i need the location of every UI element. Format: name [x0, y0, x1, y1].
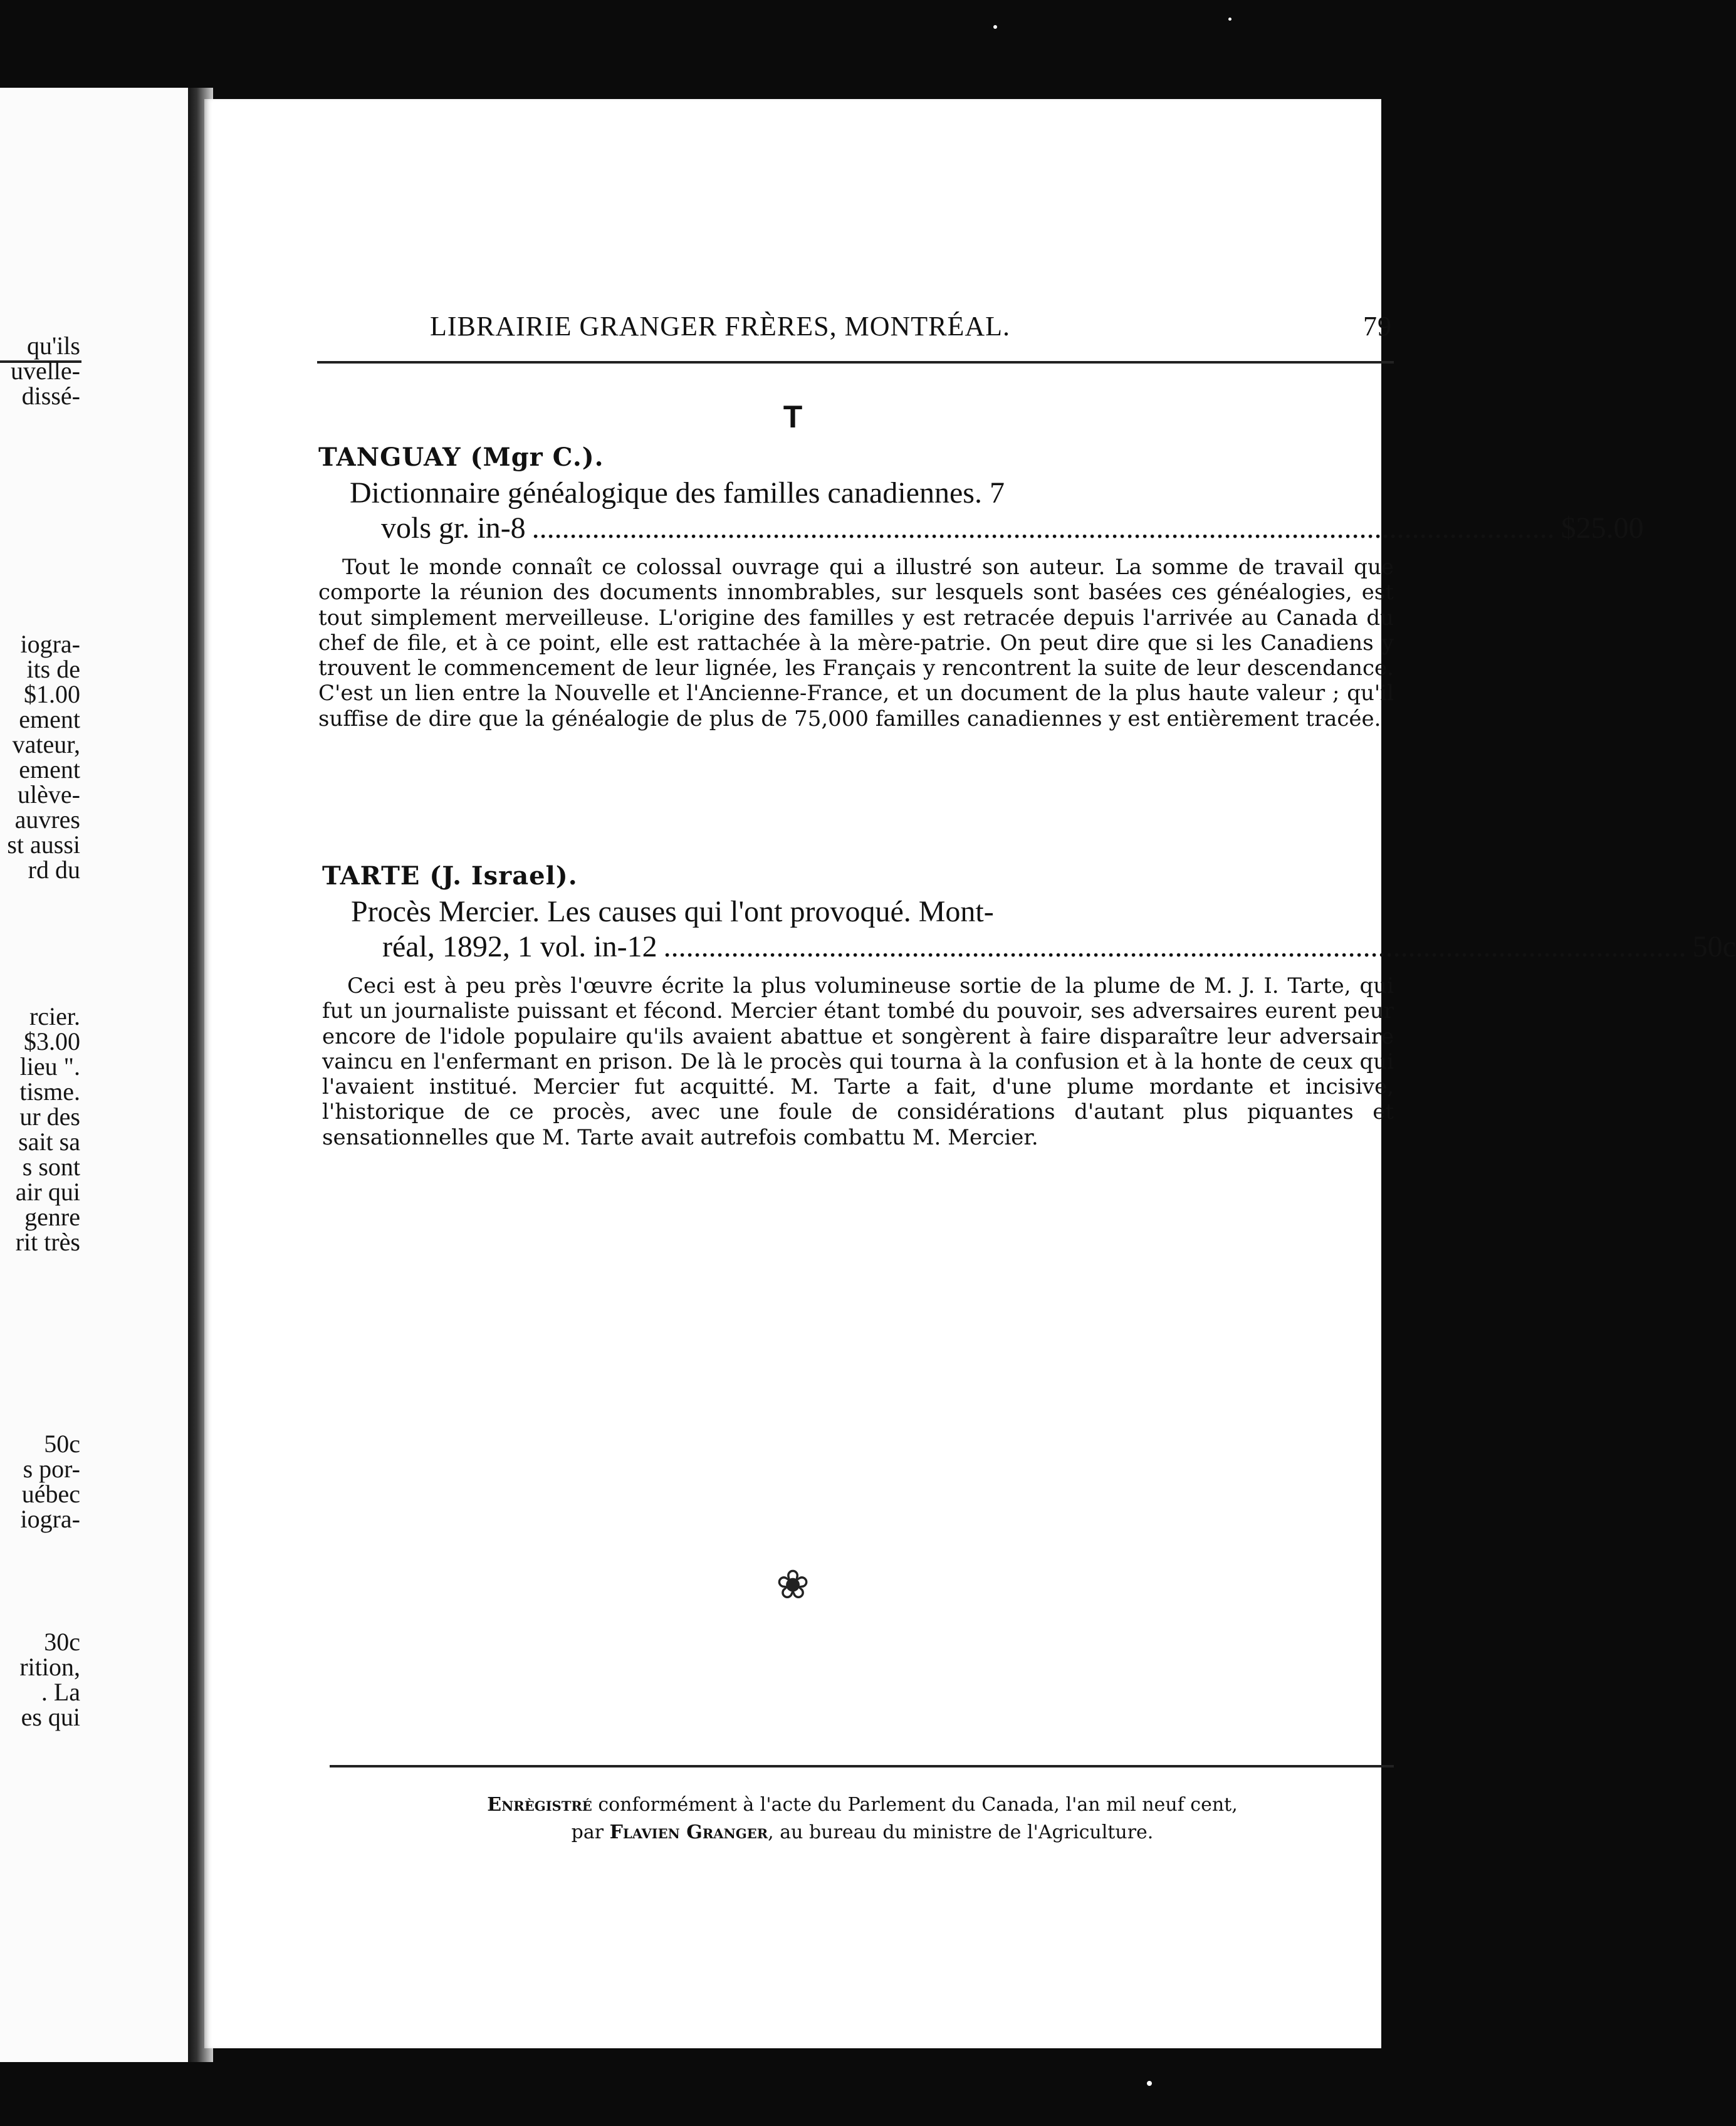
entry-price-line	[350, 511, 1644, 546]
running-head	[430, 310, 1395, 348]
scan-speck	[1147, 2081, 1152, 2086]
previous-page-text-fragment: s sont	[22, 1153, 80, 1181]
previous-page-text-fragment: auvres	[14, 805, 80, 834]
catalogue-entry	[318, 442, 1644, 731]
previous-page-text-fragment: uébec	[21, 1480, 80, 1508]
entry-price: $25.00	[1561, 511, 1644, 545]
dot-leader: ........................................................................................................................................	[531, 511, 1555, 545]
previous-page-sliver	[0, 88, 188, 2062]
section-letter: T	[783, 399, 803, 434]
copyright-line-1	[330, 1791, 1395, 1819]
previous-page-text-fragment: 50c	[44, 1430, 80, 1458]
entry-title	[318, 476, 1644, 546]
previous-page-text-fragment: its de	[26, 655, 80, 683]
entry-description: Ceci est à peu près l'œuvre écrite la plus volumineuse sortie de la plume de M. J. I. Tarte, qui fut un journaliste puissant et fécond. Mercier étant tombé du pouvoir, ses adversaires eurent peur encore de l'idole populaire qu'ils avaient abattue et songèrent à faire disparaître leur adversaire vaincu en l'enfermant en prison. De là le procès qui tourna à la confusion et à la honte de ceux qui l'avaient institué. Mercier fut acquitté. M. Tarte a fait, d'une plume mordante et incisive, l'historique de ce procès, avec une foule de considérations d'autant plus piquantes et sensationnelles que M. Tarte avait autrefois combattu M. Mercier.	[322, 973, 1394, 1150]
copyright-text: , au bureau du ministre de l'Agriculture.	[768, 1821, 1154, 1843]
previous-page-text-fragment: st aussi	[7, 830, 80, 859]
entry-title	[322, 894, 1736, 965]
entry-format: réal, 1892, 1 vol. in-12	[382, 930, 657, 963]
previous-page-text-fragment: air qui	[15, 1178, 80, 1206]
previous-page-text-fragment: uvelle-	[10, 357, 80, 385]
previous-page-text-fragment: rit très	[15, 1228, 80, 1256]
copyright-lead: Enrègistré	[487, 1794, 592, 1816]
previous-page-text-fragment: vateur,	[12, 730, 80, 758]
previous-page-text-fragment: qu'ils	[27, 332, 80, 360]
previous-page-text-fragment: rition,	[19, 1653, 80, 1681]
previous-page-text-fragment: ement	[19, 705, 80, 733]
previous-page-text-fragment: lieu ".	[19, 1052, 80, 1081]
entry-author: TARTE (J. Israel).	[322, 861, 578, 891]
previous-page-text-fragment: rcier.	[29, 1002, 80, 1030]
entry-author: TANGUAY (Mgr C.).	[318, 442, 604, 472]
previous-page-text-fragment: genre	[24, 1203, 80, 1231]
flower-ornament-icon: ❀	[776, 1562, 810, 1608]
publisher-name: Flavien Granger	[609, 1821, 768, 1843]
previous-page-text-fragment: $3.00	[24, 1027, 80, 1055]
page-number: 79	[1363, 311, 1392, 342]
copyright-line-2	[330, 1819, 1395, 1846]
entry-description: Tout le monde connaît ce colossal ouvrage qui a illustré son auteur. La somme de travail que comporte la réunion des documents innombrables, sur lesquels sont basées ces généalogies, est tout simplement merveilleuse. L'origine des familles y est retracée depuis l'arrivée au Canada du chef de file, et à ce point, elle est rattachée à la mère-patrie. On peut dire que si les Canadiens y trouvent le commencement de leur lignée, les Français y rencontrent la suite de leur descendance. C'est un lien entre la Nouvelle et l'Ancienne-France, et un document de la plus haute valeur ; qu'il suffise de dire que la généalogie de plus de 75,000 familles canadiennes y est entièrement tracée.	[318, 555, 1394, 731]
entry-title-line: Dictionnaire généalogique des familles canadiennes. 7	[350, 476, 1005, 510]
header-rule	[317, 361, 1394, 364]
dot-leader: ........................................................................................................................................	[663, 930, 1686, 963]
running-head-title: LIBRAIRIE GRANGER FRÈRES, MONTRÉAL.	[430, 311, 1011, 342]
previous-page-text-fragment: iogra-	[20, 1505, 80, 1533]
previous-page-text-fragment: es qui	[21, 1703, 80, 1731]
previous-page-text-fragment: ulève-	[18, 780, 80, 809]
previous-page-text-fragment: $1.00	[24, 680, 80, 708]
previous-page-text-fragment: ur des	[19, 1102, 80, 1131]
copyright-text: par	[571, 1821, 610, 1843]
catalogue-entry	[322, 861, 1736, 1150]
scan-speck	[1228, 18, 1231, 21]
entry-title-line: Procès Mercier. Les causes qui l'ont provoqué. Mont-	[351, 895, 994, 928]
previous-page-text-fragment: iogra-	[20, 630, 80, 658]
previous-page-text-fragment: . La	[41, 1678, 80, 1706]
scan-speck	[993, 25, 997, 29]
entry-format: vols gr. in-8	[381, 511, 526, 545]
previous-page-text-fragment: rd du	[28, 856, 80, 884]
previous-page-text-fragment: s por-	[23, 1455, 80, 1483]
previous-page-text-fragment: 30c	[44, 1628, 80, 1656]
catalogue-page	[204, 99, 1736, 2048]
previous-page-text-fragment: tisme.	[19, 1077, 80, 1106]
footer-rule	[330, 1765, 1394, 1767]
previous-page-text-fragment: sait sa	[18, 1128, 80, 1156]
previous-page-text-fragment: dissé-	[21, 382, 80, 410]
previous-page-text-fragment: ement	[19, 755, 80, 783]
entry-price-line	[351, 929, 1736, 965]
entry-price: 50c	[1692, 930, 1736, 963]
copyright-notice	[330, 1791, 1395, 1846]
copyright-text: conformément à l'acte du Parlement du Canada, l'an mil neuf cent,	[592, 1794, 1238, 1816]
